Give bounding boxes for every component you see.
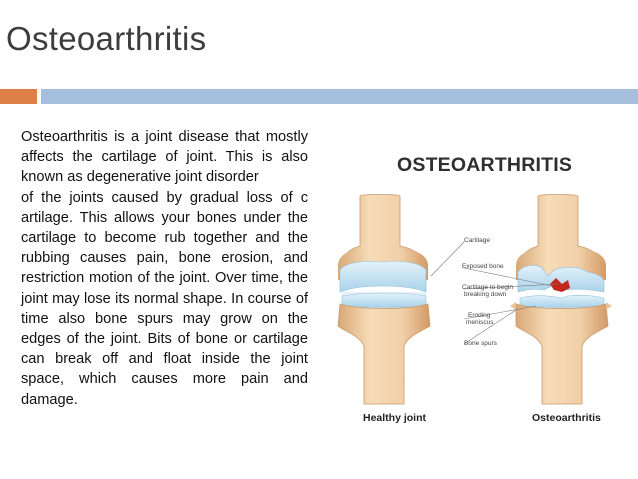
figure-title: OSTEOARTHRITIS xyxy=(397,154,573,176)
paragraph-1: Osteoarthritis is a joint disease that mostly affects the cartilage of joint. This is also known as degenerative joint disorder xyxy=(21,129,308,186)
oa-joint xyxy=(510,195,612,405)
title-accent-bar-orange xyxy=(0,89,37,104)
oa-bone-spur-left xyxy=(510,302,516,310)
healthy-lower-cartilage xyxy=(342,293,426,308)
body-text xyxy=(21,127,308,410)
label-exposed-bone: Exposed bone xyxy=(462,263,504,270)
title-accent-bar-blue xyxy=(41,89,638,104)
label-cartilage: Cartilage xyxy=(464,237,491,244)
oa-lower-cartilage xyxy=(520,295,604,307)
label-cartilage-breaking-line-1: Cartilage to begin xyxy=(462,284,513,291)
label-cartilage-breaking-line-2: breaking down xyxy=(464,291,507,298)
healthy-joint xyxy=(338,195,430,405)
label-eroding-line-1: Eroding xyxy=(468,312,491,319)
healthy-upper-cartilage xyxy=(340,261,426,292)
oa-tibia xyxy=(516,304,608,404)
oa-bone-spur-right xyxy=(606,302,612,310)
label-eroding-line-2: meniscus xyxy=(466,319,494,326)
paragraph-2: of the joints caused by gradual loss of c artilage. This allows your bones under the cartilage to become rub together and the rubbing causes pain, bone erosion, and restriction motion of the joint. Over time, the joint may lose its normal shape. In course of time also bone spurs may grow on the edges of the joint. Bits of bone or cartilage can break off and float inside the joint space, which causes more pain and damage. xyxy=(21,189,308,408)
caption-healthy-joint: Healthy joint xyxy=(363,412,427,424)
knee-joint-illustration xyxy=(316,134,638,434)
label-bone-spurs: Bone spurs xyxy=(464,340,497,347)
caption-osteoarthritis: Osteoarthritis xyxy=(532,412,601,424)
slide-title: Osteoarthritis xyxy=(6,20,207,57)
healthy-tibia xyxy=(338,304,430,404)
